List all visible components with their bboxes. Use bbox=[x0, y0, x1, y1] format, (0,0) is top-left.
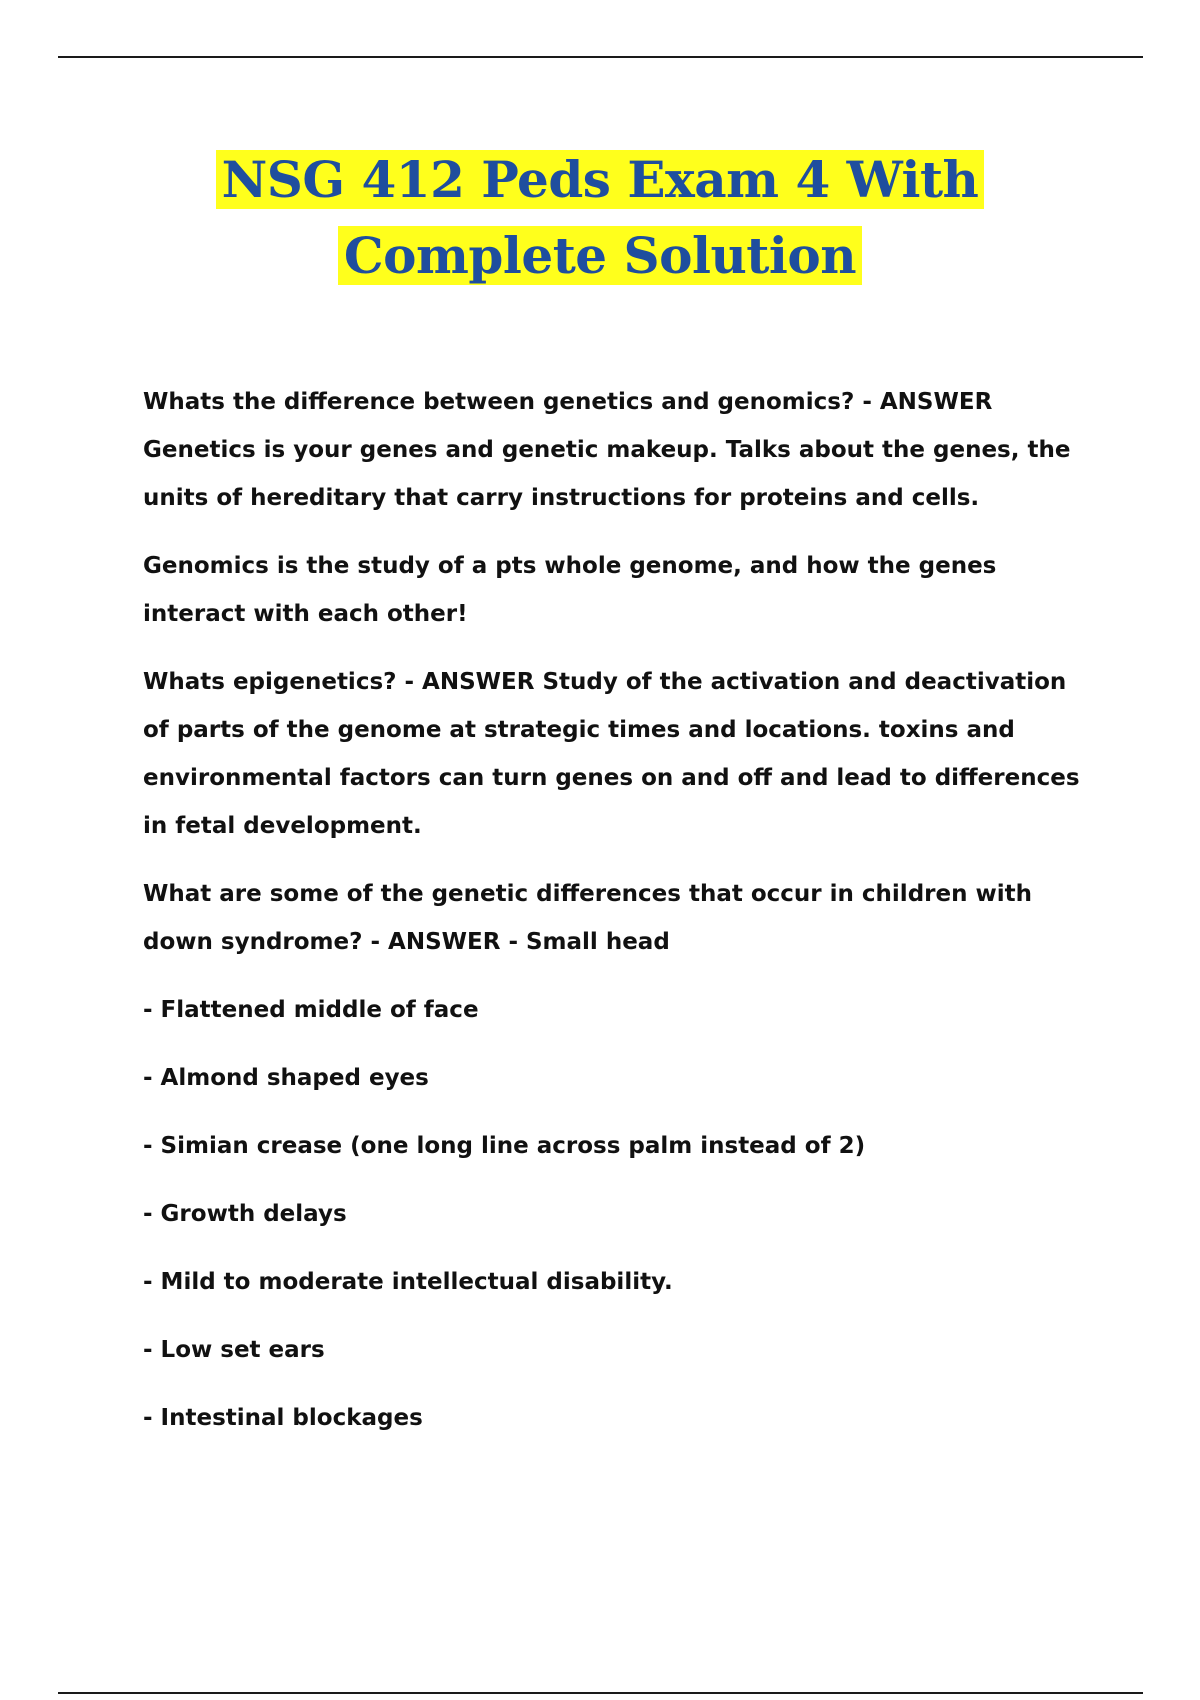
top-divider bbox=[58, 56, 1143, 58]
bullet-item: - Mild to moderate intellectual disability. bbox=[143, 1269, 673, 1295]
paragraph-down-syndrome: What are some of the genetic differences that occur in children with down syndrome? - ANSWER - Small head bbox=[143, 881, 1032, 955]
paragraph-epigenetics: Whats epigenetics? - ANSWER Study of the activation and deactivation of parts of the genome at strategic times and locations. toxins and environmental factors can turn genes on and off and lead to differences in fetal development. bbox=[143, 669, 1080, 839]
title-line-1: NSG 412 Peds Exam 4 With bbox=[216, 150, 985, 209]
bullet-item: - Simian crease (one long line across palm instead of 2) bbox=[143, 1133, 866, 1159]
bullet-item: - Intestinal blockages bbox=[143, 1405, 423, 1431]
bullet-item: - Flattened middle of face bbox=[143, 997, 479, 1023]
bullet-item: - Growth delays bbox=[143, 1201, 347, 1227]
bottom-divider bbox=[58, 1692, 1143, 1694]
bullet-item: - Almond shaped eyes bbox=[143, 1065, 429, 1091]
paragraph-genomics-definition: Genomics is the study of a pts whole genome, and how the genes interact with each other! bbox=[143, 553, 997, 627]
bullet-item: - Low set ears bbox=[143, 1337, 325, 1363]
document-body bbox=[143, 378, 1088, 1462]
title-line-2: Complete Solution bbox=[338, 226, 862, 285]
document-title bbox=[0, 142, 1200, 294]
paragraph-genetics-vs-genomics: Whats the difference between genetics and genomics? - ANSWER Genetics is your genes and genetic makeup. Talks about the genes, the units of hereditary that carry instructions for proteins and cells. bbox=[143, 389, 1071, 511]
